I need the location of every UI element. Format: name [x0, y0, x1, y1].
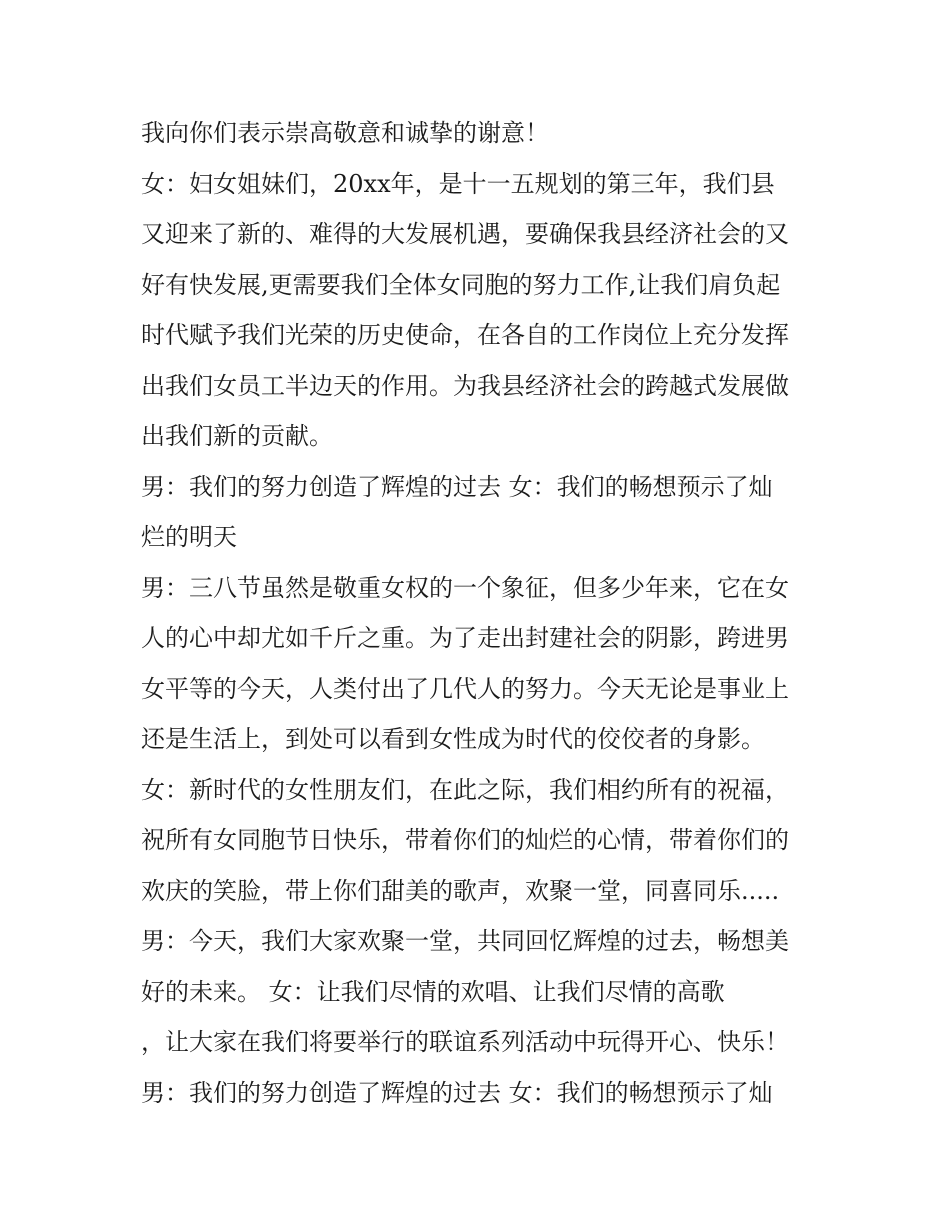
text-line: 人的心中却尤如千斤之重。为了走出封建社会的阴影，跨进男: [141, 624, 789, 652]
text-line: ，让大家在我们将要举行的联谊系列活动中玩得开心、快乐！: [141, 1028, 789, 1056]
text-line: 又迎来了新的、难得的大发展机遇，要确保我县经济社会的又: [141, 220, 789, 248]
text-line: 男：我们的努力创造了辉煌的过去 女：我们的畅想预示了灿: [141, 472, 773, 501]
text-line: 我向你们表示崇高敬意和诚挚的谢意！: [141, 119, 549, 147]
text-line: 出我们女员工半边天的作用。为我县经济社会的跨越式发展做: [141, 371, 789, 400]
text-line: 男：今天，我们大家欢聚一堂，共同回忆辉煌的过去，畅想美: [141, 927, 789, 955]
text-line: 祝所有女同胞节日快乐，带着你们的灿烂的心情，带着你们的: [141, 826, 789, 854]
text-line: 好有快发展,更需要我们全体女同胞的努力工作,让我们肩负起: [141, 270, 781, 299]
text-line: 好的未来。 女：让我们尽情的欢唱、让我们尽情的高歌: [141, 977, 725, 1006]
document-body: [141, 108, 821, 1118]
text-line: 出我们新的贡献。: [141, 422, 333, 450]
text-line: 男：三八节虽然是敬重女权的一个象征，但多少年来，它在女: [141, 573, 789, 602]
text-line: 时代赋予我们光荣的历史使命，在各自的工作岗位上充分发挥: [141, 321, 789, 349]
text-line: 女：妇女姐妹们，20xx年，是十一五规划的第三年，我们县: [141, 169, 775, 198]
text-line: 烂的明天: [141, 523, 237, 551]
text-line: 女：新时代的女性朋友们，在此之际，我们相约所有的祝福，: [141, 775, 789, 804]
text-line: 女平等的今天，人类付出了几代人的努力。今天无论是事业上: [141, 674, 789, 703]
text-line: 欢庆的笑脸，带上你们甜美的歌声，欢聚一堂，同喜同乐.....: [141, 876, 780, 905]
text-line: 还是生活上，到处可以看到女性成为时代的佼佼者的身影。: [141, 725, 765, 753]
text-line: 男：我们的努力创造了辉煌的过去 女：我们的畅想预示了灿: [141, 1078, 773, 1107]
